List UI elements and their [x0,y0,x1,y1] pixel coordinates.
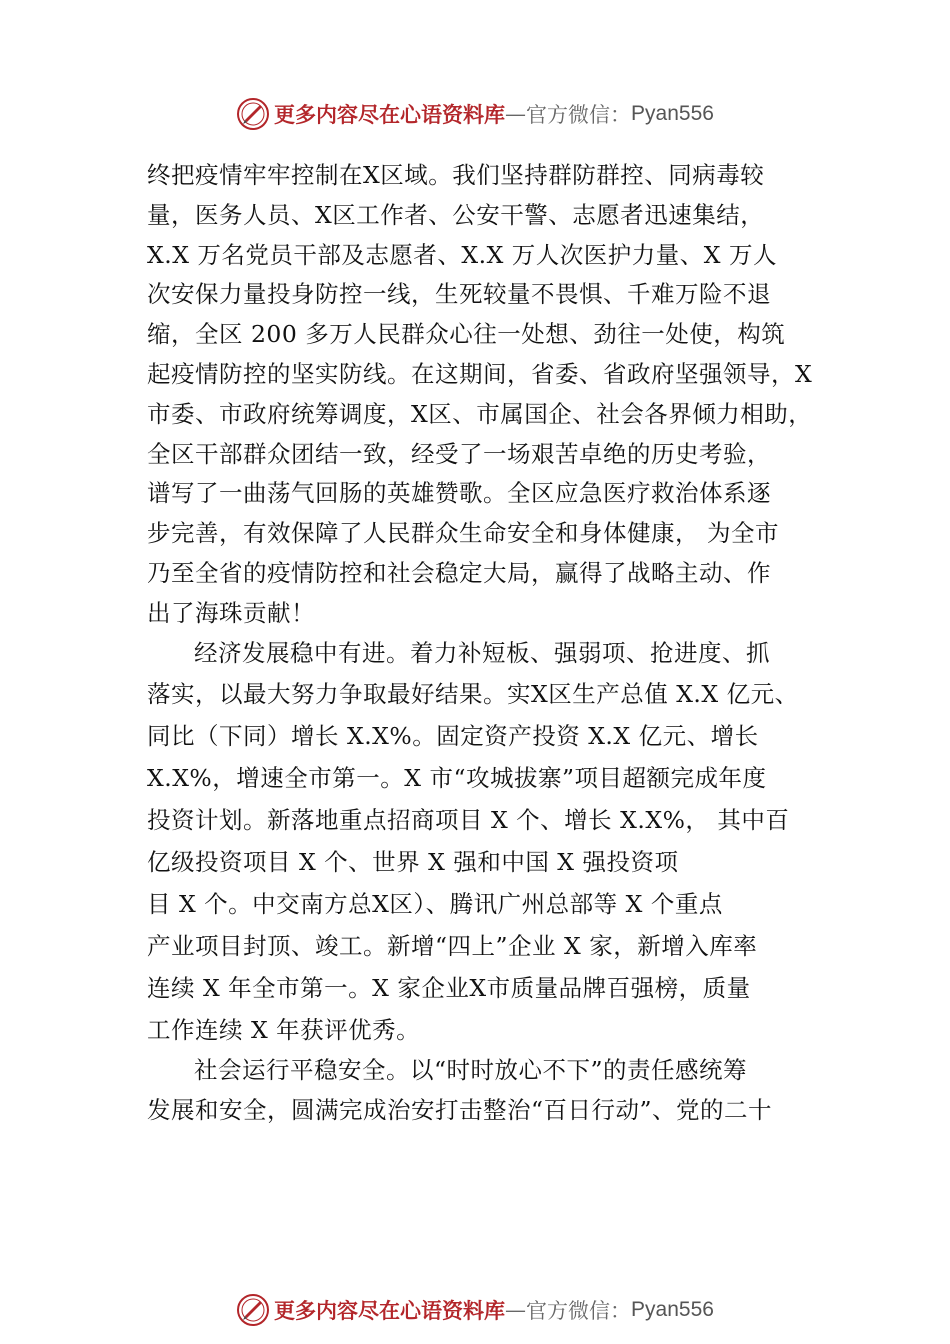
brand-logo-icon [236,97,270,131]
text-line: 产业项目封顶、竣工。新增“四上”企业 X 家，新增入库率 [147,932,758,961]
paragraph-3 [147,1051,827,1131]
watermark-wechat-label: 官方微信： [526,1299,632,1323]
text-line: 出了海珠贡献！ [147,598,315,627]
brand-logo-icon [236,1293,270,1327]
header-watermark [0,92,950,136]
text-line: 量，医务人员、X区工作者、公安干警、志愿者迅速集结， [147,200,765,229]
text-line: 同比（下同）增长 X.X%。固定资产投资 X.X 亿元、增长 [147,722,759,751]
text-line: 工作连续 X 年获评优秀。 [147,1016,421,1045]
watermark-separator: — [505,102,527,126]
footer-watermark [0,1288,950,1332]
text-line: 市委、市政府统筹调度，X区、市属国企、社会各界倾力相助， [147,399,813,428]
text-line: 落实，以最大努力争取最好结果。实X区生产总值 X.X 亿元、 [147,680,799,709]
text-line: 投资计划。新落地重点招商项目 X 个、增长 X.X%， 其中百 [147,806,790,835]
text-line: 起疫情防控的坚实防线。在这期间，省委、省政府坚强领导，X [147,359,813,388]
text-line: 经济发展稳中有进。着力补短板、强弱项、抢进度、抓 [194,638,770,667]
text-line: X.X%，增速全市第一。X 市“攻城拔寨”项目超额完成年度 [147,764,767,793]
text-line: 缩，全区 200 多万人民群众心往一处想、劲往一处使，构筑 [147,320,786,349]
watermark-brand: 更多内容尽在心语资料库 [274,102,506,127]
text-line: 连续 X 年全市第一。X 家企业X市质量品牌百强榜，质量 [147,974,751,1003]
watermark-separator: — [505,1298,527,1322]
watermark-wechat-id: Pyan556 [631,1298,714,1321]
text-line: 发展和安全，圆满完成治安打击整治“百日行动”、党的二十 [147,1096,773,1125]
document-body [147,156,827,1131]
text-line: 全区干部群众团结一致，经受了一场艰苦卓绝的历史考验， [147,439,771,468]
text-line: 乃至全省的疫情防控和社会稳定大局，赢得了战略主动、作 [147,558,771,587]
text-line: 亿级投资项目 X 个、世界 X 强和中国 X 强投资项 [147,848,679,877]
watermark-wechat-id: Pyan556 [631,102,714,125]
watermark-brand: 更多内容尽在心语资料库 [274,1298,506,1323]
text-line: 终把疫情牢牢控制在X区域。我们坚持群防群控、同病毒较 [147,161,765,189]
watermark-wechat-label: 官方微信： [526,103,632,127]
text-line: X.X 万名党员干部及志愿者、X.X 万人次医护力量、X 万人 [147,240,777,269]
paragraph-1 [147,156,827,634]
text-line: 次安保力量投身防控一线，生死较量不畏惧、千难万险不退 [147,280,771,309]
text-line: 社会运行平稳安全。以“时时放心不下”的责任感统筹 [194,1056,748,1085]
text-line: 目 X 个。中交南方总X区）、腾讯广州总部等 X 个重点 [147,890,723,919]
text-line: 谱写了一曲荡气回肠的英雄赞歌。全区应急医疗救治体系逐 [147,479,771,508]
paragraph-2 [147,634,827,1052]
text-line: 步完善，有效保障了人民群众生命安全和身体健康， 为全市 [147,519,779,548]
